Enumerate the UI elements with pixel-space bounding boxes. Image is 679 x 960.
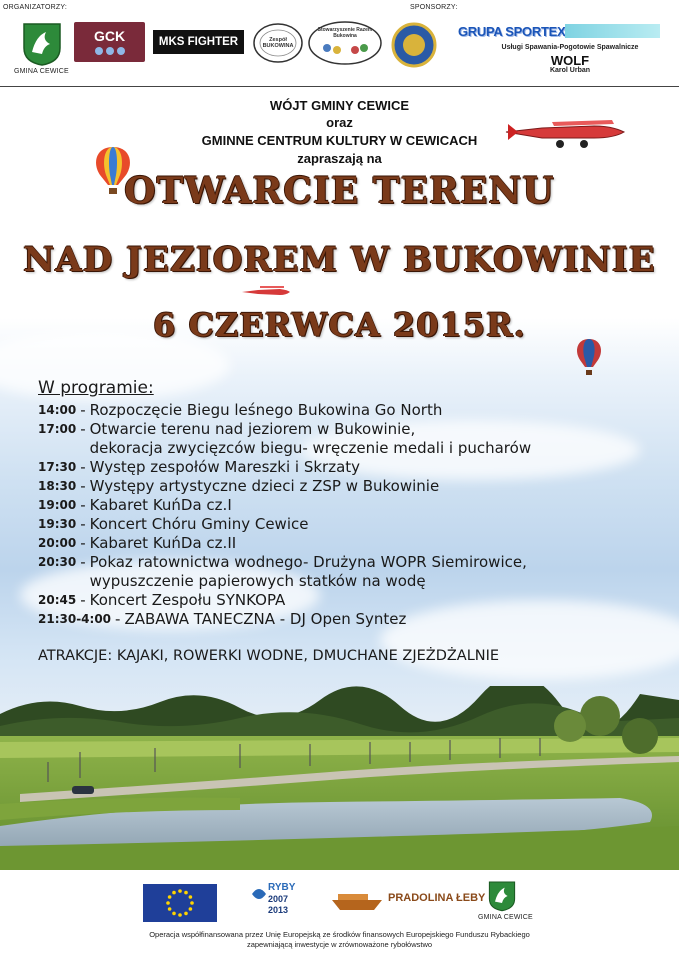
program-time: 20:30 bbox=[38, 555, 77, 569]
program-dash: - bbox=[80, 477, 86, 495]
program-time: 18:30 bbox=[38, 479, 77, 493]
ryby-year-start: 2007 bbox=[268, 894, 289, 904]
program-description: ZABAWA TANECZNA - DJ Open Syntez bbox=[124, 610, 407, 628]
boat-icon bbox=[330, 890, 384, 912]
invitation-line-1: WÓJT GMINY CEWICE bbox=[269, 98, 410, 113]
eu-star bbox=[189, 907, 193, 911]
round-seal-icon bbox=[390, 22, 438, 68]
program-time: 19:00 bbox=[38, 498, 77, 512]
program-dash: - bbox=[80, 553, 86, 571]
program-dash: - bbox=[80, 591, 86, 609]
pradolina-leby-label: PRADOLINA ŁEBY bbox=[388, 892, 486, 904]
ryby-label: RYBY bbox=[268, 882, 296, 893]
stowarzyszenie-text: Stowarzyszenie Razem Bukowina bbox=[317, 27, 373, 39]
eu-star bbox=[190, 901, 194, 905]
airplane-icon bbox=[502, 112, 630, 154]
gck-dots bbox=[74, 47, 145, 55]
eu-star bbox=[184, 912, 188, 916]
ryby-year-end: 2013 bbox=[268, 905, 289, 915]
program-description: Kabaret KuńDa cz.I bbox=[89, 496, 232, 514]
eu-star bbox=[168, 907, 172, 911]
gck-logo-text: GCK bbox=[93, 28, 126, 44]
program-row bbox=[38, 515, 658, 534]
program-time: 21:30-4:00 bbox=[38, 612, 112, 626]
program-description: Występ zespołów Mareszki i Skrzaty bbox=[89, 458, 361, 476]
eu-star bbox=[184, 891, 188, 895]
invitation-line-3: GMINNE CENTRUM KULTURY W CEWICACH bbox=[201, 133, 478, 148]
program-dash: - bbox=[80, 534, 86, 552]
gmina-cewice-caption: GMINA CEWICE bbox=[14, 68, 69, 75]
eu-star bbox=[178, 913, 182, 917]
program-description: Koncert Chóru Gminy Cewice bbox=[89, 515, 309, 533]
program-description: Otwarcie terenu nad jeziorem w Bukowinie, dekoracja zwycięzców biegu- wręczenie medali i pucharów bbox=[89, 420, 532, 457]
program-title: W programie: bbox=[38, 378, 154, 398]
program-dash: - bbox=[80, 420, 86, 438]
program-time: 20:45 bbox=[38, 593, 77, 607]
gmina-cewice-crest-icon bbox=[22, 22, 62, 66]
footer-note-line-1: Operacja współfinansowana przez Unię Europejską ze środków finansowych Europejskiego Funduszu Rybackiego bbox=[149, 930, 530, 939]
lake-landscape-photo bbox=[0, 686, 679, 870]
footer bbox=[0, 870, 679, 960]
wolf-owner: Karol Urban bbox=[549, 67, 591, 74]
invitation-line-2: oraz bbox=[326, 115, 353, 130]
program-description: Kabaret KuńDa cz.II bbox=[89, 534, 237, 552]
eu-star bbox=[189, 895, 193, 899]
headline-line-2: NAD JEZIOREM W BUKOWINIE bbox=[23, 240, 656, 280]
program-dash: - bbox=[115, 610, 121, 628]
attractions-text: ATRAKCJE: KAJAKI, ROWERKI WODNE, DMUCHANE ZJEŻDŻALNIE bbox=[38, 648, 500, 664]
eu-flag-icon bbox=[143, 884, 217, 922]
invitation-line-4: zapraszają na bbox=[297, 151, 382, 166]
eu-star bbox=[172, 912, 176, 916]
program-list bbox=[38, 401, 658, 629]
program-row bbox=[38, 534, 658, 553]
wolf-caption: Usługi Spawania-Pogotowie Spawalnicze bbox=[501, 44, 639, 51]
headline-line-3: 6 CZERWCA 2015R. bbox=[153, 306, 526, 344]
program-dash: - bbox=[80, 401, 86, 419]
sponsor-banner-logo bbox=[565, 24, 660, 38]
small-balloon-icon bbox=[574, 338, 604, 378]
gmina-cewice-footer-caption: GMINA CEWICE bbox=[478, 914, 533, 921]
program-row bbox=[38, 401, 658, 420]
program-time: 17:00 bbox=[38, 422, 77, 436]
program-description: Koncert Zespołu SYNKOPA bbox=[89, 591, 286, 609]
footer-note-line-2: zapewniającą inwestycje w zrównoważone rybołówstwo bbox=[246, 940, 433, 949]
program-row bbox=[38, 458, 658, 477]
gmina-cewice-footer-crest-icon bbox=[488, 880, 516, 912]
sponsors-label: SPONSORZY: bbox=[410, 4, 458, 11]
program-time: 19:30 bbox=[38, 517, 77, 531]
mks-fighter-logo bbox=[153, 30, 244, 54]
program-row bbox=[38, 610, 658, 629]
gck-logo bbox=[74, 22, 145, 62]
top-logo-strip bbox=[0, 0, 679, 86]
eu-star bbox=[166, 901, 170, 905]
program-row bbox=[38, 477, 658, 496]
program-row bbox=[38, 591, 658, 610]
program-row bbox=[38, 420, 658, 458]
mks-fighter-text: MKS FIGHTER bbox=[158, 36, 239, 48]
grupa-sportex-logo: GRUPA SPORTEX bbox=[458, 24, 566, 39]
headline-line-1: OTWARCIE TERENU bbox=[124, 170, 555, 212]
program-row bbox=[38, 553, 658, 591]
eu-star bbox=[168, 895, 172, 899]
program-description: Rozpoczęcie Biegu leśnego Bukowina Go North bbox=[89, 401, 443, 419]
program-description: Występy artystyczne dzieci z ZSP w Bukowinie bbox=[89, 477, 440, 495]
eu-star bbox=[178, 889, 182, 893]
eu-star bbox=[172, 891, 176, 895]
program-time: 17:30 bbox=[38, 460, 77, 474]
program-time: 14:00 bbox=[38, 403, 77, 417]
header-divider bbox=[0, 86, 679, 87]
program-description: Pokaz ratownictwa wodnego- Drużyna WOPR Siemirowice, wypuszczenie papierowych statków na wodę bbox=[89, 553, 527, 590]
wolf-name: WOLF bbox=[550, 53, 590, 68]
organizers-label: ORGANIZATORZY: bbox=[3, 4, 67, 11]
zespol-bukowina-text: Zespół BUKOWINA bbox=[262, 37, 294, 49]
program-dash: - bbox=[80, 458, 86, 476]
program-time: 20:00 bbox=[38, 536, 77, 550]
program-section bbox=[38, 378, 658, 629]
program-dash: - bbox=[80, 496, 86, 514]
program-row bbox=[38, 496, 658, 515]
program-dash: - bbox=[80, 515, 86, 533]
ryby-fish-icon bbox=[250, 882, 268, 906]
small-airplane-icon bbox=[240, 282, 292, 302]
